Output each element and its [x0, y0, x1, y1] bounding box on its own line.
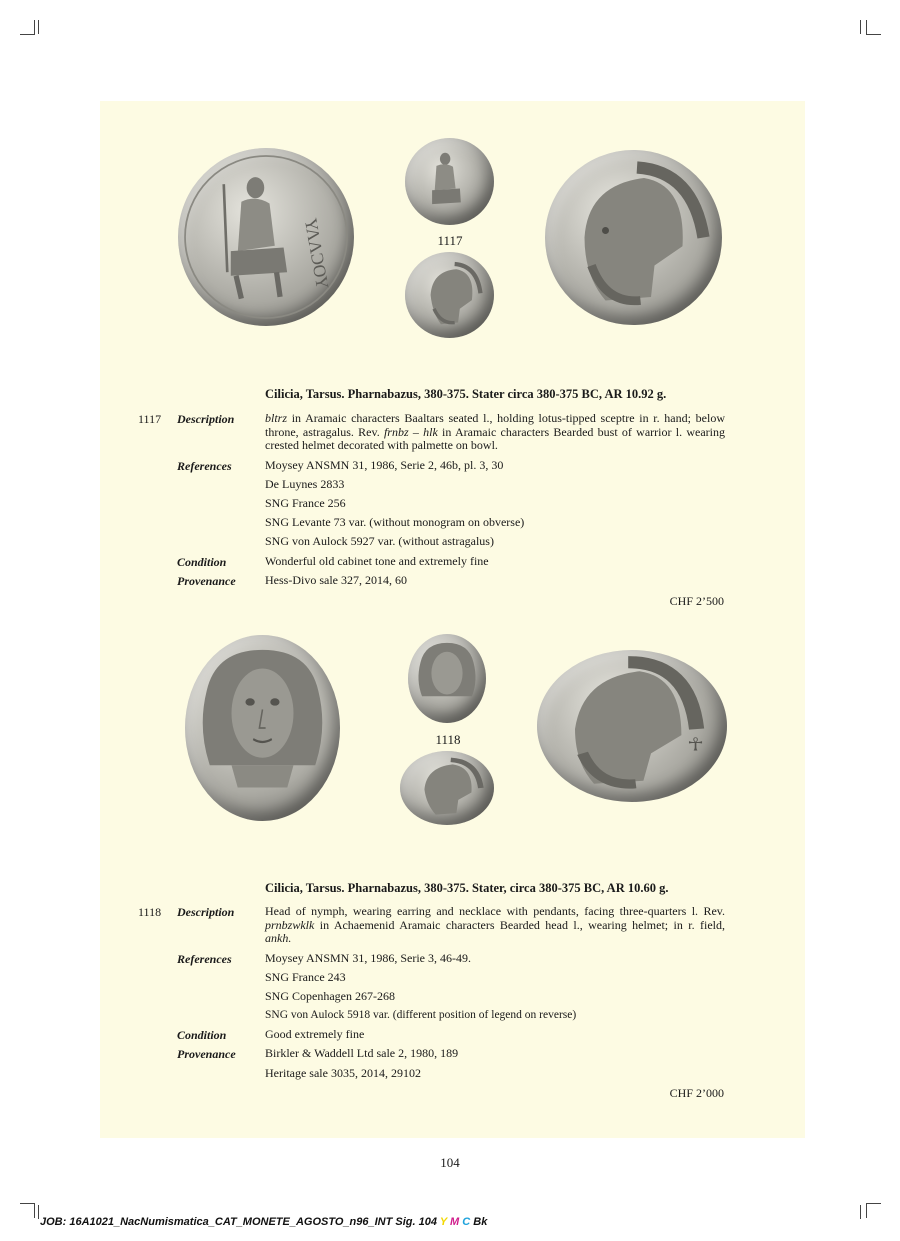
reference-item: SNG Levante 73 var. (without monogram on obverse)	[265, 515, 525, 529]
description-fragment: Head of nymph, wearing earring and necklace with pendants, facing three-quarters l. Rev.	[265, 904, 725, 918]
condition-text: Wonderful old cabinet tone and extremely fine	[265, 554, 489, 568]
lot-number: 1118	[138, 905, 162, 919]
reference-item: SNG von Aulock 5918 var. (different position of legend on reverse)	[265, 1009, 577, 1021]
reference-item: SNG France 243	[265, 970, 346, 984]
seated-deity-icon	[178, 148, 354, 326]
description-fragment: in Aramaic characters Baaltars seated l., holding lotus-tipped sceptre in r. hand; below throne, astragalus. Rev.	[265, 411, 725, 439]
color-mark-yellow: Y	[439, 1216, 447, 1228]
facing-nymph-head-icon	[408, 634, 486, 723]
price: CHF 2’000	[669, 1086, 724, 1100]
coin-lot-number: 1118	[435, 732, 461, 747]
lot-title: Cilicia, Tarsus. Pharnabazus, 380-375. Stater circa 380-375 BC, AR 10.92 g.	[265, 387, 667, 401]
provenance-item: Heritage sale 3035, 2014, 29102	[265, 1066, 421, 1080]
description-fragment: in Achaemenid Aramaic characters Bearded head l., wearing helmet; in r. field,	[314, 917, 725, 932]
description-text	[265, 412, 725, 453]
facing-nymph-head-icon	[185, 635, 340, 821]
condition-label: Condition	[177, 555, 227, 569]
coin-1118-obverse-small	[408, 634, 486, 723]
crop-mark	[866, 1203, 881, 1218]
legend-text: frnbz – hlk	[383, 424, 438, 439]
lot-title: Cilicia, Tarsus. Pharnabazus, 380-375. Stater, circa 380-375 BC, AR 10.60 g.	[265, 881, 669, 895]
helmeted-head-icon	[537, 650, 727, 802]
references-label: References	[177, 459, 232, 473]
seated-deity-icon	[405, 138, 494, 225]
coin-1117-reverse-large	[545, 150, 722, 325]
reference-item: SNG France 256	[265, 496, 346, 510]
job-text: JOB: 16A1021_NacNumismatica_CAT_MONETE_AGOSTO_n96_INT Sig. 104	[40, 1216, 437, 1228]
reference-item: De Luynes 2833	[265, 477, 345, 491]
provenance-item: Birkler & Waddell Ltd sale 2, 1980, 189	[265, 1046, 459, 1060]
page-number: 104	[440, 1155, 460, 1170]
description-label: Description	[177, 905, 235, 919]
condition-label: Condition	[177, 1028, 227, 1042]
color-mark-black: Bk	[473, 1216, 488, 1228]
color-mark-magenta: M	[450, 1216, 460, 1228]
coin-1118-reverse-small	[400, 751, 494, 825]
crop-mark	[860, 20, 861, 34]
coin-1117-obverse-small	[405, 138, 494, 225]
provenance-label: Provenance	[177, 574, 236, 588]
crop-mark	[20, 20, 35, 35]
description-label: Description	[177, 412, 235, 426]
coin-1118-reverse-large	[537, 650, 727, 802]
helmeted-head-icon	[400, 751, 494, 825]
crop-mark	[20, 1203, 35, 1218]
coin-1117-obverse-large	[178, 148, 354, 326]
coin-1117-reverse-small	[405, 252, 494, 338]
references-label: References	[177, 952, 232, 966]
svg-text:ΥΛΛϽΟΥ: ΥΛΛϽΟΥ	[300, 216, 333, 291]
crop-mark	[38, 1205, 39, 1219]
coin-1118-obverse-large	[185, 635, 340, 821]
helmeted-head-icon	[405, 252, 494, 338]
helmeted-head-icon	[545, 150, 722, 325]
crop-mark	[38, 20, 39, 34]
provenance-label: Provenance	[177, 1047, 236, 1061]
description-text	[265, 905, 725, 946]
price: CHF 2’500	[669, 594, 724, 608]
description-fragment: in Aramaic characters Bearded bust of warrior l. wearing crested helmet decorated with palmette on bowl.	[265, 424, 725, 452]
printer-job-line	[40, 1216, 487, 1228]
reference-item: SNG Copenhagen 267-268	[265, 989, 395, 1003]
reference-item: Moysey ANSMN 31, 1986, Serie 2, 46b, pl. 3, 30	[265, 458, 504, 472]
legend-text: ankh.	[265, 931, 292, 945]
condition-text: Good extremely fine	[265, 1027, 365, 1041]
crop-mark	[860, 1205, 861, 1219]
reference-item: SNG von Aulock 5927 var. (without astragalus)	[265, 534, 494, 548]
legend-text: bltrz	[265, 411, 288, 425]
color-mark-cyan: C	[462, 1216, 471, 1228]
coin-lot-number: 1117	[437, 233, 463, 248]
lot-number: 1117	[138, 412, 162, 426]
legend-text: prnbzwklk	[265, 917, 315, 932]
crop-mark	[866, 20, 881, 35]
reference-item: Moysey ANSMN 31, 1986, Serie 3, 46-49.	[265, 951, 471, 965]
svg-text:☥: ☥	[687, 735, 705, 755]
provenance-item: Hess-Divo sale 327, 2014, 60	[265, 573, 407, 587]
